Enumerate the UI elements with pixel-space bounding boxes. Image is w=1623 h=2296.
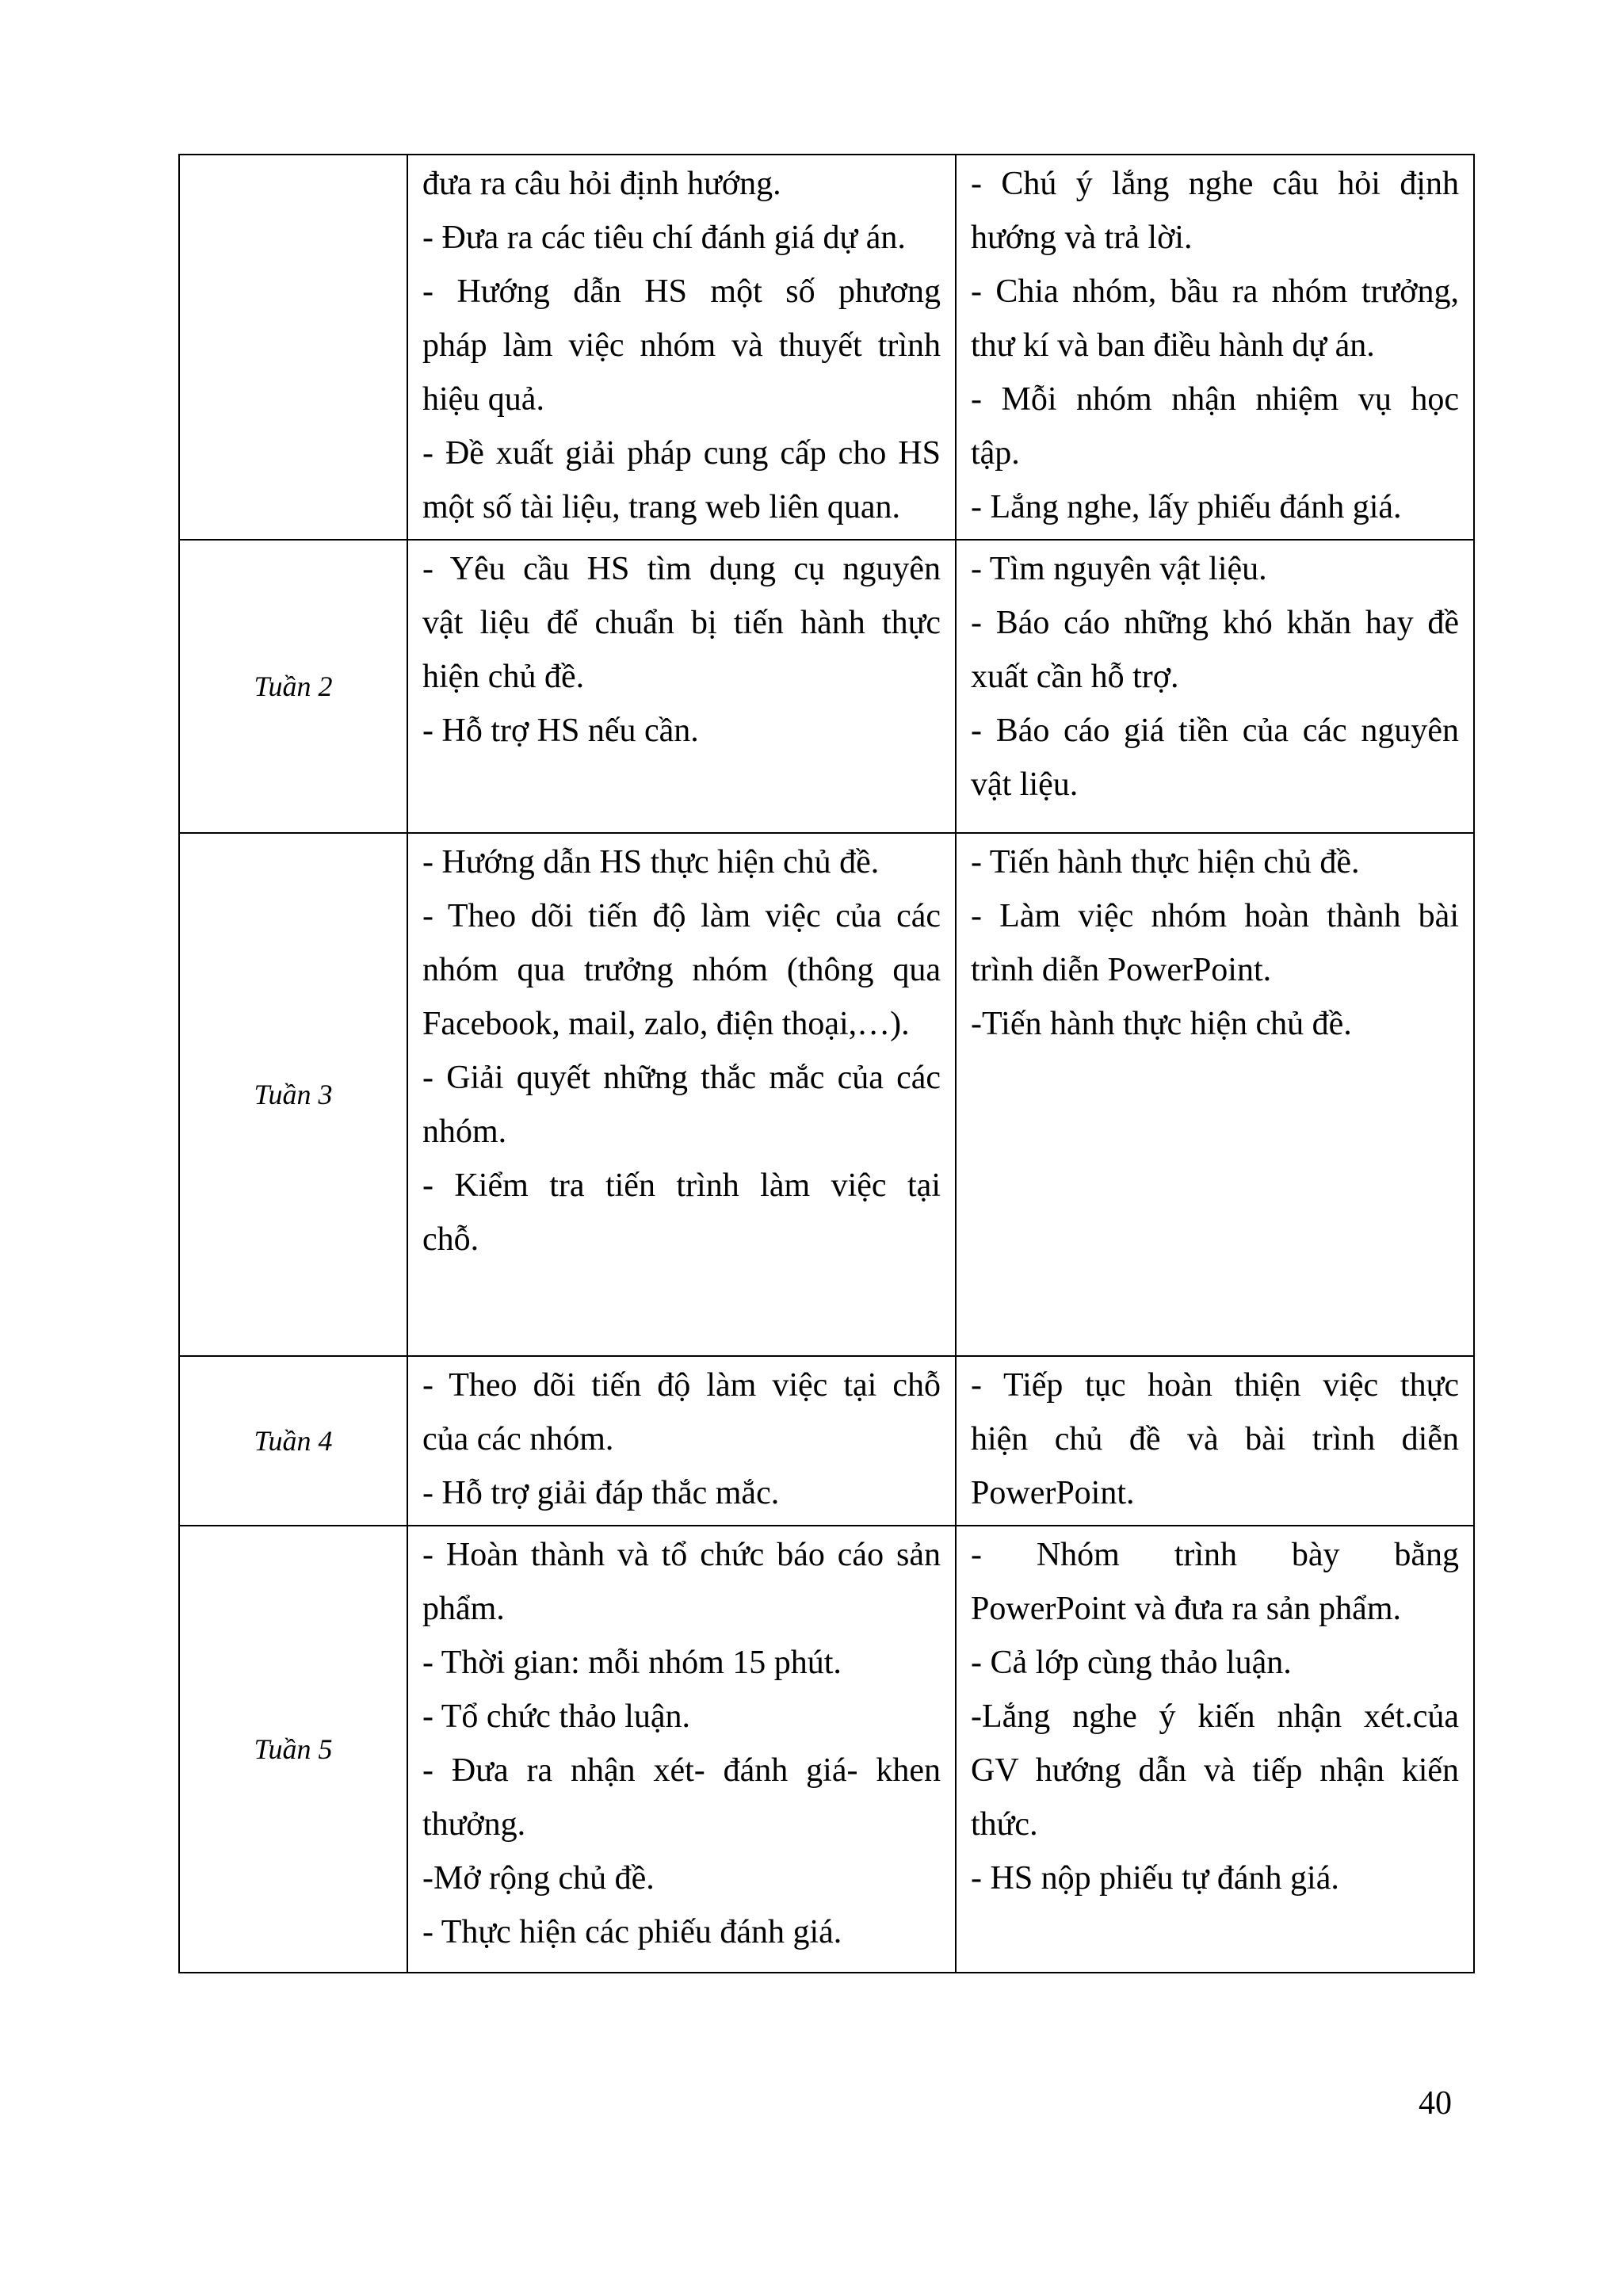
student-activity-line: - Chia nhóm, bầu ra nhóm trưởng,: [971, 273, 1459, 310]
student-activity-line: - Mỗi nhóm nhận nhiệm vụ học: [971, 381, 1459, 418]
teacher-activity-line: đưa ra câu hỏi định hướng.: [422, 166, 781, 202]
student-activity-line: - HS nộp phiếu tự đánh giá.: [971, 1860, 1339, 1897]
student-activity-cell: [956, 1356, 1474, 1526]
student-activity-line: - Tìm nguyên vật liệu.: [971, 551, 1267, 587]
teacher-activity-line: chỗ.: [422, 1221, 479, 1258]
teacher-activity-line: của các nhóm.: [422, 1421, 614, 1457]
week-label: Tuần 5: [254, 1733, 333, 1765]
teacher-activity-line: - Đưa ra các tiêu chí đánh giá dự án.: [422, 220, 906, 256]
student-activity-line: vật liệu.: [971, 766, 1079, 803]
student-activity-line: - Báo cáo giá tiền của các nguyên: [971, 712, 1459, 749]
teacher-activity-line: - Hướng dẫn HS thực hiện chủ đề.: [422, 844, 880, 881]
teacher-activity-line: - Đưa ra nhận xét- đánh giá- khen: [422, 1752, 941, 1789]
lesson-plan-table: [178, 154, 1475, 1973]
student-activity-line: hiện chủ đề và bài trình diễn: [971, 1421, 1459, 1457]
lesson-plan-body: [179, 155, 1474, 1973]
teacher-activity-line: - Theo dõi tiến độ làm việc tại chỗ: [422, 1367, 941, 1404]
teacher-activity-line: hiện chủ đề.: [422, 659, 585, 695]
teacher-activity-line: - Tổ chức thảo luận.: [422, 1698, 691, 1735]
teacher-activity-line: vật liệu để chuẩn bị tiến hành thực: [422, 605, 941, 641]
page-number: 40: [1419, 2085, 1452, 2122]
student-activity-line: thư kí và ban điều hành dự án.: [971, 327, 1375, 364]
student-activity-cell: [956, 1526, 1474, 1973]
week-cell: [179, 833, 407, 1356]
table-row: [179, 833, 1474, 1356]
student-activity-cell: [956, 540, 1474, 833]
teacher-activity-cell: [407, 833, 956, 1356]
student-activity-line: - Tiếp tục hoàn thiện việc thực: [971, 1367, 1459, 1404]
student-activity-line: PowerPoint.: [971, 1475, 1135, 1511]
teacher-activity-line: một số tài liệu, trang web liên quan.: [422, 489, 901, 525]
teacher-activity-line: - Yêu cầu HS tìm dụng cụ nguyên: [422, 551, 941, 587]
teacher-activity-cell: [407, 155, 956, 540]
teacher-activity-cell: [407, 1526, 956, 1973]
table-row: [179, 1356, 1474, 1526]
student-activity-line: hướng và trả lời.: [971, 220, 1193, 256]
student-activity-line: thức.: [971, 1806, 1038, 1843]
week-cell: [179, 1526, 407, 1973]
week-label: Tuần 4: [254, 1425, 333, 1457]
teacher-activity-line: hiệu quả.: [422, 381, 544, 418]
table-row: [179, 155, 1474, 540]
student-activity-line: -Lắng nghe ý kiến nhận xét.của: [971, 1698, 1459, 1735]
week-label: Tuần 2: [254, 670, 333, 702]
student-activity-line: xuất cần hỗ trợ.: [971, 659, 1179, 695]
teacher-activity-line: - Hỗ trợ HS nếu cần.: [422, 712, 699, 749]
student-activity-line: -Tiến hành thực hiện chủ đề.: [971, 1006, 1352, 1042]
teacher-activity-line: phẩm.: [422, 1591, 505, 1627]
teacher-activity-line: nhóm.: [422, 1114, 507, 1150]
teacher-activity-line: - Kiểm tra tiến trình làm việc tại: [422, 1167, 941, 1204]
teacher-activity-line: - Theo dõi tiến độ làm việc của các: [422, 898, 941, 934]
student-activity-line: - Chú ý lắng nghe câu hỏi định: [971, 166, 1459, 202]
teacher-activity-line: nhóm qua trưởng nhóm (thông qua: [422, 952, 941, 988]
week-cell: [179, 540, 407, 833]
student-activity-line: - Làm việc nhóm hoàn thành bài: [971, 898, 1459, 934]
week-cell: [179, 1356, 407, 1526]
table-row: [179, 1526, 1474, 1973]
teacher-activity-line: - Thời gian: mỗi nhóm 15 phút.: [422, 1645, 842, 1681]
teacher-activity-line: -Mở rộng chủ đề.: [422, 1860, 655, 1897]
teacher-activity-line: pháp làm việc nhóm và thuyết trình: [422, 327, 941, 364]
teacher-activity-cell: [407, 1356, 956, 1526]
student-activity-cell: [956, 155, 1474, 540]
student-activity-line: - Báo cáo những khó khăn hay đề: [971, 605, 1459, 641]
student-activity-line: tập.: [971, 435, 1020, 472]
student-activity-line: GV hướng dẫn và tiếp nhận kiến: [971, 1752, 1459, 1789]
table-row: [179, 540, 1474, 833]
student-activity-cell: [956, 833, 1474, 1356]
teacher-activity-line: thưởng.: [422, 1806, 526, 1843]
teacher-activity-line: - Hỗ trợ giải đáp thắc mắc.: [422, 1475, 780, 1511]
student-activity-line: - Nhóm trình bày bằng: [971, 1537, 1459, 1573]
student-activity-line: PowerPoint và đưa ra sản phẩm.: [971, 1591, 1401, 1627]
week-cell: [179, 155, 407, 540]
teacher-activity-line: - Đề xuất giải pháp cung cấp cho HS: [422, 435, 941, 472]
teacher-activity-line: - Giải quyết những thắc mắc của các: [422, 1060, 941, 1096]
student-activity-line: trình diễn PowerPoint.: [971, 952, 1272, 988]
teacher-activity-cell: [407, 540, 956, 833]
teacher-activity-line: - Hướng dẫn HS một số phương: [422, 273, 941, 310]
student-activity-line: - Tiến hành thực hiện chủ đề.: [971, 844, 1360, 881]
student-activity-line: - Lắng nghe, lấy phiếu đánh giá.: [971, 489, 1402, 525]
teacher-activity-line: - Hoàn thành và tổ chức báo cáo sản: [422, 1537, 941, 1573]
teacher-activity-line: Facebook, mail, zalo, điện thoại,…).: [422, 1006, 910, 1042]
teacher-activity-line: - Thực hiện các phiếu đánh giá.: [422, 1914, 842, 1950]
week-label: Tuần 3: [254, 1079, 333, 1110]
student-activity-line: - Cả lớp cùng thảo luận.: [971, 1645, 1292, 1681]
